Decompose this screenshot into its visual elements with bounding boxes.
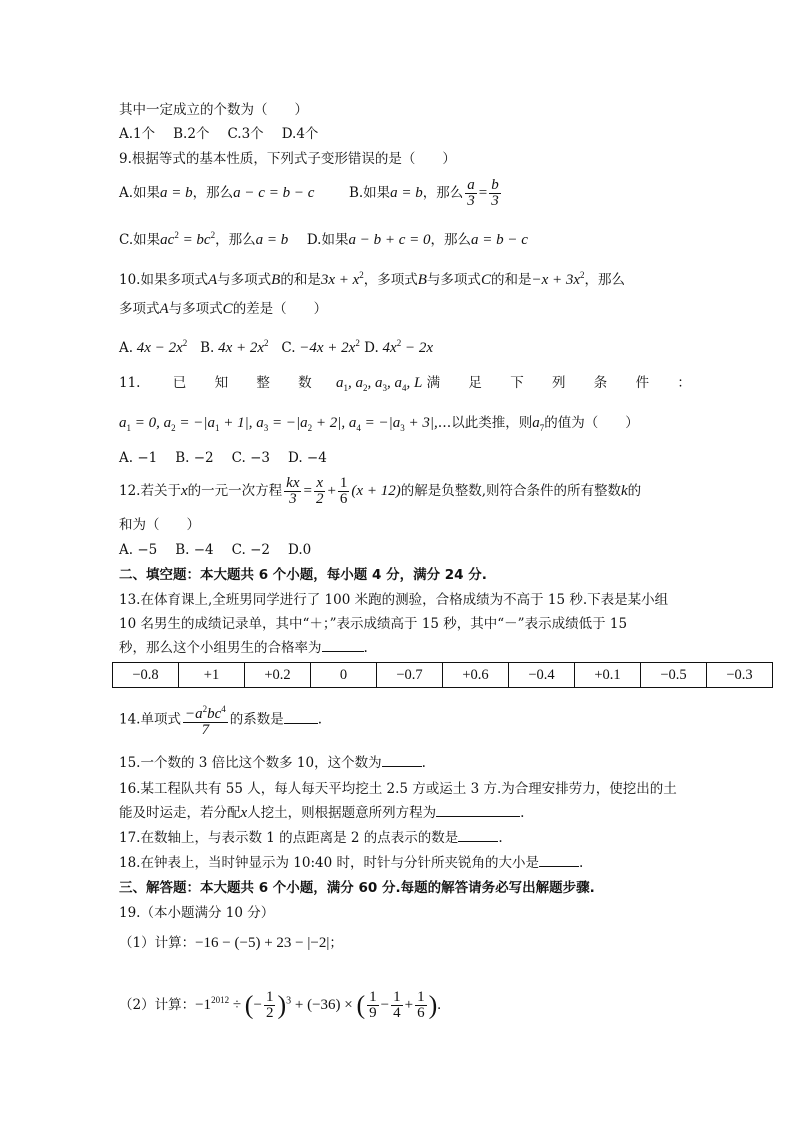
fraction: $\frac{1}{4}$ [393,989,401,1021]
q16-line2: 能及时运走，若分配x人挖土，则根据题意所列方程为 . [119,805,525,821]
section-3-heading: 三、解答题：本大题共 6 个小题，满分 60 分.每题的解答请务必写出解题步骤. [119,880,595,896]
fraction: $\frac{x}{2}$ [315,475,324,507]
option-b: B.2个 [173,126,210,142]
fraction: $\frac{a}{3}$ [467,177,475,209]
q8-stem: 其中一定成立的个数为（ ） [119,102,308,118]
fraction: $\frac{-a^2bc^4}{7}$ [184,704,226,738]
fraction: $\frac{b}{3}$ [491,177,499,209]
fraction: $\frac{1}{6}$ [339,475,348,507]
section-2-heading: 二、填空题：本大题共 6 个小题，每小题 4 分，满分 24 分. [119,567,487,583]
q12-options: A. −5 B. −4 C. −2 D.0 [119,542,312,558]
q10-options: A. $4x - 2x^2$ B. $4x + 2x^2$ C. $-4x + 2x^2$ D. $4x^2 - 2x$ [119,338,433,356]
q11-line2: $a_1 = 0$, $a_2 = -|a_1 + 1|$, $a_3 = -|a_2 + 2|$, $a_4 = -|a_3$ + 3|,…以此类推，则$a_7$的值为（ ） [119,415,639,433]
fraction: $\frac{1}{6}$ [417,989,425,1021]
q12-line1: 12.若关于x的一元一次方程 $\frac{kx}{3}$ = $\frac{x}{2}$ + $\frac{1}{6}$ (x + 12)的解是负整数,则符合条件的所有整数k的 [119,475,642,507]
table-cell: −0.5 [641,663,707,688]
expression: −16 − (−5) + 23 − |−2| [195,935,330,951]
q16-line1: 16.某工程队共有 55 人，每人每天平均挖土 2.5 方或运土 3 方.为合理安排劳力，使挖出的土 [119,781,677,797]
q18: 18.在钟表上，当时钟显示为 10:40 时，时针与分针所夹锐角的大小是 . [119,855,584,871]
q9-options-cd: C.如果$ac^2 = bc^2$，那么a = b D.如果a − b + c = 0，那么a = b − c [119,230,528,248]
q17: 17.在数轴上，与表示数 1 的点距离是 2 的点表示的数是 . [119,830,503,846]
q9-options-ab: A.如果a = b，那么a − c = b − c B.如果a = b，那么 $\frac{a}{3}$ = $\frac{b}{3}$ [119,177,499,209]
table-cell: −0.4 [509,663,575,688]
table-cell: +1 [179,663,245,688]
q19-part1: （1）计算：−16 − (−5) + 23 − |−2|； [119,935,343,951]
q8-options [119,125,336,143]
q12-line2: 和为（ ） [119,517,200,533]
table-cell: +0.6 [443,663,509,688]
table-cell: −0.7 [377,663,443,688]
q13-line2: 10 名男生的成绩记录单，其中“＋；”表示成绩高于 15 秒，其中“－”表示成绩低于 15 [119,616,628,632]
fraction: $\frac{1}{9}$ [369,989,377,1021]
score-table [112,662,773,688]
q10-line1: 10.如果多项式A与多项式B的和是$3x + x^2$，多项式B与多项式C的和是$-x + 3x^2$，那么 [119,270,626,288]
table-row [113,663,773,688]
q14: 14.单项式 $\frac{-a^2bc^4}{7}$ 的系数是 . [119,704,323,738]
q13-line1: 13.在体育课上,全班男同学进行了 100 米跑的测验，合格成绩为不高于 15 秒.下表是某小组 [119,592,669,608]
table-cell: +0.1 [575,663,641,688]
q13-line3: 秒，那么这个小组男生的合格率为 . [119,640,368,656]
table-cell: −0.3 [707,663,773,688]
fraction: $\frac{1}{2}$ [265,989,274,1021]
q15: 15.一个数的 3 倍比这个数多 10，这个数为 . [119,755,426,771]
option-c: C.3个 [227,126,264,142]
option-d: D.4个 [281,126,319,142]
q9-stem: 9.根据等式的基本性质，下列式子变形错误的是（ ） [119,151,456,167]
q10-line2: 多项式A与多项式C的差是（ ） [119,301,328,317]
table-cell: −0.8 [113,663,179,688]
q19-title: 19.（本小题满分 10 分） [119,905,275,921]
q19-part2: （2）计算：$-1^{2012}$ ÷ (− $\frac{1}{2}$ )$^3$ + (−36) × ( $\frac{1}{9}$ − $\frac{1}{4}$ + $\frac{1}{6}$ ). [119,989,442,1021]
fraction: $\frac{kx}{3}$ [286,475,300,507]
table-cell: +0.2 [245,663,311,688]
option-a: A.1个 [119,126,156,142]
q11-line1: 11. 已 知 整 数 $a_1$, $a_2$, $a_3$, $a_4$, L 满 足 下 列 条 件 ： [119,375,691,393]
q11-options: A. −1 B. −2 C. −3 D. −4 [119,450,327,466]
table-cell: 0 [311,663,377,688]
